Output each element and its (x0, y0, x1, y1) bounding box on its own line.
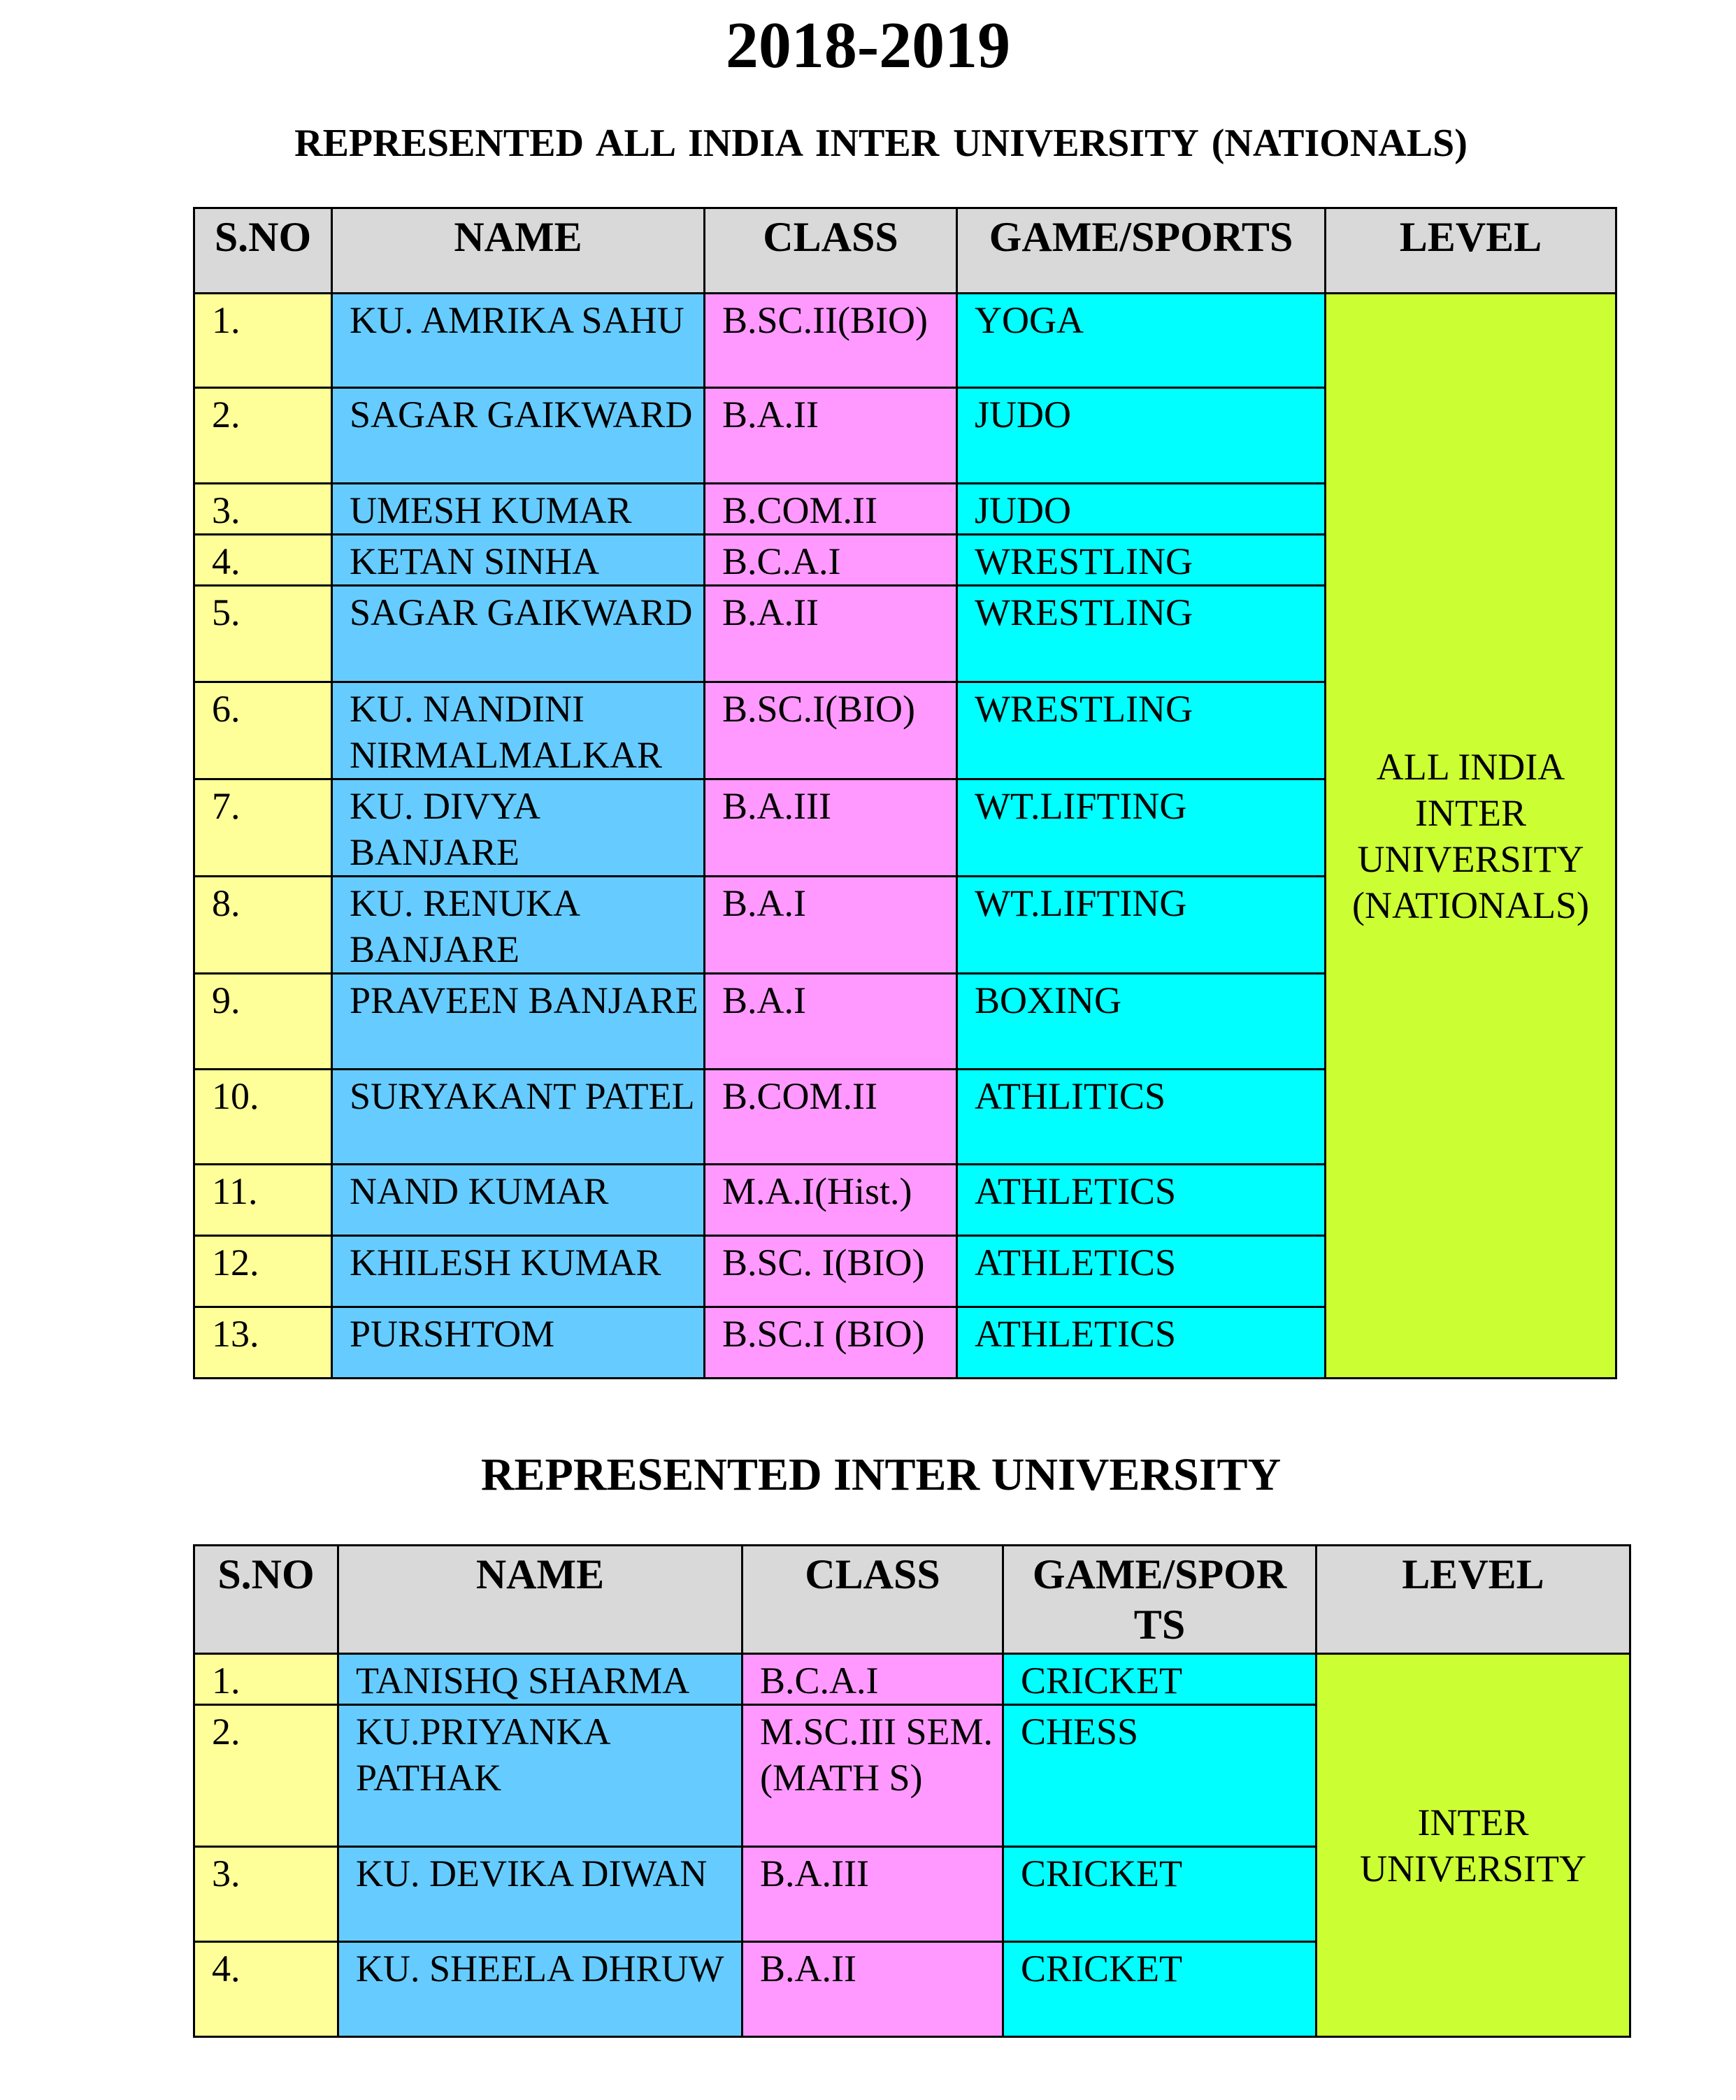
sno-cell: 9. (194, 974, 332, 1070)
name-cell: KHILESH KUMAR (332, 1236, 705, 1307)
game-cell: JUDO (957, 484, 1326, 535)
name-cell: KU. NANDINI NIRMALMALKAR (332, 682, 705, 779)
sno-cell: 6. (194, 682, 332, 779)
nationals-table-body (194, 294, 1616, 1379)
game-cell: CRICKET (1003, 1847, 1317, 1942)
name-cell: PRAVEEN BANJARE (332, 974, 705, 1070)
class-cell: B.COM.II (705, 1070, 957, 1165)
name-cell: SURYAKANT PATEL (332, 1070, 705, 1165)
sno-cell: 7. (194, 779, 332, 877)
sno-cell: 1. (194, 294, 332, 388)
header-game: GAME/SPORTS (957, 208, 1326, 294)
game-cell: WRESTLING (957, 535, 1326, 586)
name-cell: KU. DEVIKA DIWAN (338, 1847, 743, 1942)
nationals-table (193, 207, 1617, 1379)
game-cell: CRICKET (1003, 1942, 1317, 2037)
game-cell: ATHLITICS (957, 1070, 1326, 1165)
class-cell: B.A.II (705, 586, 957, 682)
inter-university-table-body (194, 1654, 1630, 2037)
inter-university-table (193, 1544, 1631, 2038)
name-cell: TANISHQ SHARMA (338, 1654, 743, 1705)
sno-cell: 11. (194, 1165, 332, 1236)
sno-cell: 1. (194, 1654, 338, 1705)
game-cell: YOGA (957, 294, 1326, 388)
class-cell: B.A.II (705, 388, 957, 484)
name-cell: KETAN SINHA (332, 535, 705, 586)
header-name: NAME (332, 208, 705, 294)
section2-heading: REPRESENTED INTER UNIVERSITY (480, 1449, 1282, 1500)
name-cell: KU. DIVYA BANJARE (332, 779, 705, 877)
class-cell: M.A.I(Hist.) (705, 1165, 957, 1236)
class-cell: B.SC.I(BIO) (705, 682, 957, 779)
sno-cell: 13. (194, 1307, 332, 1379)
class-cell: M.SC.III SEM.(MATH S) (743, 1705, 1003, 1847)
class-cell: B.SC.II(BIO) (705, 294, 957, 388)
sno-cell: 4. (194, 1942, 338, 2037)
class-cell: B.COM.II (705, 484, 957, 535)
game-cell: WRESTLING (957, 682, 1326, 779)
name-cell: SAGAR GAIKWARD (332, 388, 705, 484)
sno-cell: 12. (194, 1236, 332, 1307)
game-cell: WT.LIFTING (957, 779, 1326, 877)
name-cell: NAND KUMAR (332, 1165, 705, 1236)
name-cell: UMESH KUMAR (332, 484, 705, 535)
game-cell: JUDO (957, 388, 1326, 484)
name-cell: KU. AMRIKA SAHU (332, 294, 705, 388)
game-cell: WT.LIFTING (957, 877, 1326, 974)
name-cell: KU.PRIYANKA PATHAK (338, 1705, 743, 1847)
header-level: LEVEL (1326, 208, 1616, 294)
class-cell: B.A.II (743, 1942, 1003, 2037)
sno-cell: 2. (194, 1705, 338, 1847)
game-cell: ATHLETICS (957, 1236, 1326, 1307)
level-cell: ALL INDIA INTER UNIVERSITY (NATIONALS) (1326, 294, 1616, 1379)
game-cell: BOXING (957, 974, 1326, 1070)
game-cell: WRESTLING (957, 586, 1326, 682)
sno-cell: 3. (194, 1847, 338, 1942)
table-row (194, 1654, 1630, 1705)
header-sno: S.NO (194, 208, 332, 294)
class-cell: B.A.I (705, 877, 957, 974)
game-cell: ATHLETICS (957, 1165, 1326, 1236)
name-cell: PURSHTOM (332, 1307, 705, 1379)
class-cell: B.SC.I (BIO) (705, 1307, 957, 1379)
class-cell: B.C.A.I (743, 1654, 1003, 1705)
game-cell: CHESS (1003, 1705, 1317, 1847)
game-cell: ATHLETICS (957, 1307, 1326, 1379)
page-title: 2018-2019 (725, 9, 1011, 82)
sno-cell: 5. (194, 586, 332, 682)
header-game: GAME/SPOR TS (1003, 1546, 1317, 1654)
class-cell: B.C.A.I (705, 535, 957, 586)
header-name: NAME (338, 1546, 743, 1654)
class-cell: B.A.III (705, 779, 957, 877)
name-cell: KU. RENUKA BANJARE (332, 877, 705, 974)
class-cell: B.SC. I(BIO) (705, 1236, 957, 1307)
header-class: CLASS (705, 208, 957, 294)
sno-cell: 10. (194, 1070, 332, 1165)
sno-cell: 8. (194, 877, 332, 974)
name-cell: KU. SHEELA DHRUW (338, 1942, 743, 2037)
game-cell: CRICKET (1003, 1654, 1317, 1705)
level-cell: INTER UNIVERSITY (1317, 1654, 1630, 2037)
section1-heading: REPRESENTED ALL INDIA INTER UNIVERSITY (NATIONALS) (294, 122, 1468, 165)
class-cell: B.A.I (705, 974, 957, 1070)
sno-cell: 4. (194, 535, 332, 586)
header-class: CLASS (743, 1546, 1003, 1654)
sno-cell: 3. (194, 484, 332, 535)
header-level: LEVEL (1317, 1546, 1630, 1654)
header-sno: S.NO (194, 1546, 338, 1654)
sno-cell: 2. (194, 388, 332, 484)
table-row (194, 294, 1616, 388)
name-cell: SAGAR GAIKWARD (332, 586, 705, 682)
class-cell: B.A.III (743, 1847, 1003, 1942)
